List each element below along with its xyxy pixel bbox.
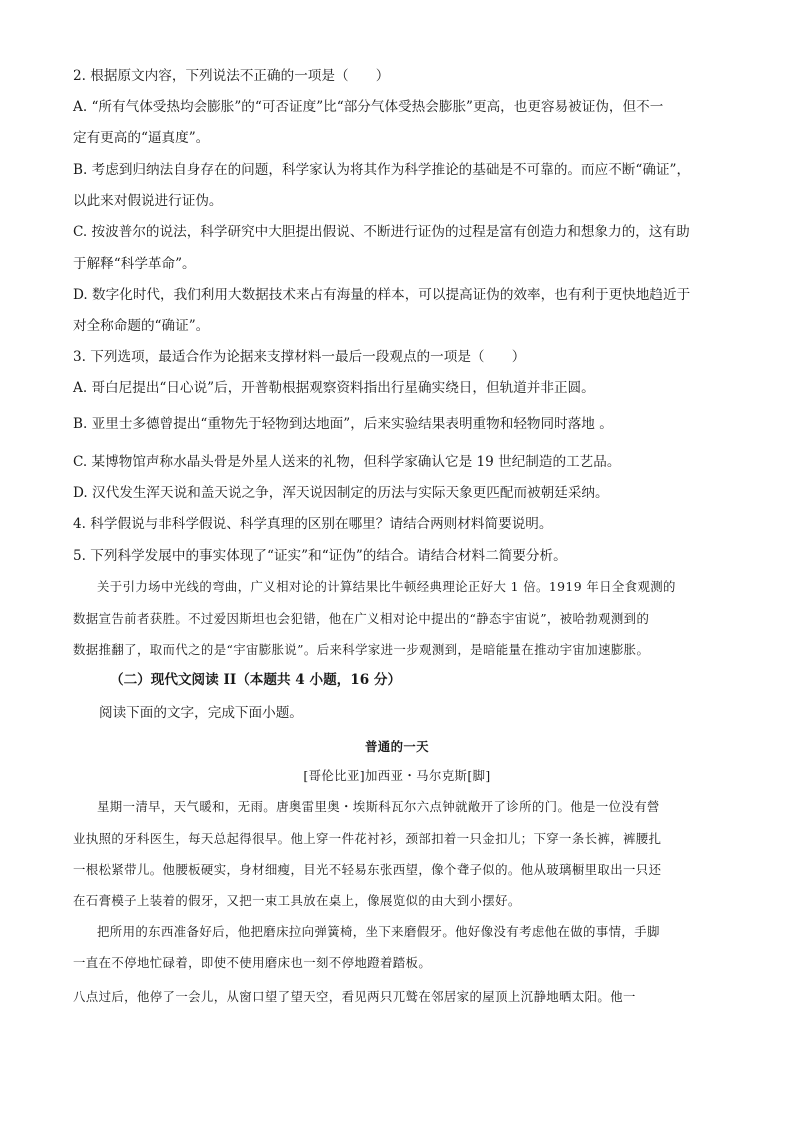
q5-material-line2: 数据宣告前者获胜。不过爱因斯坦也会犯错，他在广义相对论中提出的“静态宇宙说”，被哈勃观测到的 [73,611,650,626]
q2-option-a-line2: 定有更高的“逼真度”。 [73,130,210,146]
q2-option-a-line1: A. “所有气体受热均会膨胀”的“可否证度”比“部分气体受热会膨胀”更高，也更容易被证伪，但不一 [73,99,664,115]
q3-option-b: B. 亚里士多德曾提出“重物先于轻物到达地面”，后来实验结果表明重物和轻物同时落地 。 [73,416,613,432]
story-p1-line2: 业执照的牙科医生，每天总起得很早。他上穿一件花衬衫，颈部扣着一只金扣儿；下穿一条长裤，裤腰扎 [73,831,662,846]
section-instruction: 阅读下面的文字，完成下面小题。 [99,705,303,721]
q4-question: 4. 科学假说与非科学假说、科学真理的区别在哪里？请结合两则材料简要说明。 [73,516,553,532]
story-p3-line1: 八点过后，他停了一会儿，从窗口望了望天空，看见两只兀鹫在邻居家的屋顶上沉静地晒太阳。他一 [73,989,636,1004]
q2-option-b-line1: B. 考虑到归纳法自身存在的问题，科学家认为将其作为科学推论的基础是不可靠的。而应不断“确证”， [73,162,691,178]
story-p2-line1: 把所用的东西准备好后，他把磨床拉向弹簧椅，坐下来磨假牙。他好像没有考虑他在做的事情，手脚 [97,924,660,939]
section-heading: （二）现代文阅读 II（本题共 4 小题，16 分） [110,672,402,688]
story-p1-line4: 在石膏模子上装着的假牙，又把一束工具放在桌上，像展览似的由大到小摆好。 [73,893,521,908]
q5-material-line1: 关于引力场中光线的弯曲，广义相对论的计算结果比牛顿经典理论正好大 1 倍。1919 年日全食观测的 [97,579,676,594]
q5-material-line3: 数据推翻了，取而代之的是“宇宙膨胀说”。后来科学家进一步观测到，是暗能量在推动宇宙加速膨胀。 [73,642,650,657]
q2-option-d-line1: D. 数字化时代，我们利用大数据技术来占有海量的样本，可以提高证伪的效率，也有利于更快地趋近于 [73,287,691,303]
q3-option-d: D. 汉代发生浑天说和盖天说之争，浑天说因制定的历法与实际天象更匹配而被朝廷采纳。 [73,485,609,501]
q2-option-c-line2: 于解释“科学革命”。 [73,256,196,272]
q3-option-c: C. 某博物馆声称水晶头骨是外星人送来的礼物，但科学家确认它是 19 世纪制造的工艺品。 [73,454,621,470]
story-p1-line1: 星期一清早，天气暖和，无雨。唐奥雷里奥・埃斯科瓦尔六点钟就敞开了诊所的门。他是一位没有營 [97,799,660,814]
story-title: 普通的一天 [365,739,429,754]
story-p2-line2: 一直在不停地忙碌着，即使不使用磨床也一刻不停地蹬着踏板。 [73,955,432,970]
q2-stem: 2. 根据原文内容，下列说法不正确的一项是（ ） [73,68,390,84]
q2-option-c-line1: C. 按波普尔的说法，科学研究中大胆提出假说、不断进行证伪的过程是富有创造力和想象力的，这有助 [73,224,690,240]
story-author: [哥伦比亚]加西亚・马尔克斯[脚] [303,768,491,783]
q2-option-d-line2: 对全称命题的“确证”。 [73,318,210,334]
q3-stem: 3. 下列选项，最适合作为论据来支撑材料一最后一段观点的一项是（ ） [73,349,526,365]
q5-question: 5. 下列科学发展中的事实体现了“证实”和“证伪”的结合。请结合材料二简要分析。 [73,548,567,564]
story-p1-line3: 一根松紧带儿。他腰板硬实，身材细瘦，目光不轻易东张西望，像个聋子似的。他从玻璃橱里取出一只还 [73,862,662,877]
q3-option-a: A. 哥白尼提出“日心说”后，开普勒根据观察资料指出行星确实绕日，但轨道并非正圆。 [73,380,595,396]
q2-option-b-line2: 以此来对假说进行证伪。 [73,193,223,209]
